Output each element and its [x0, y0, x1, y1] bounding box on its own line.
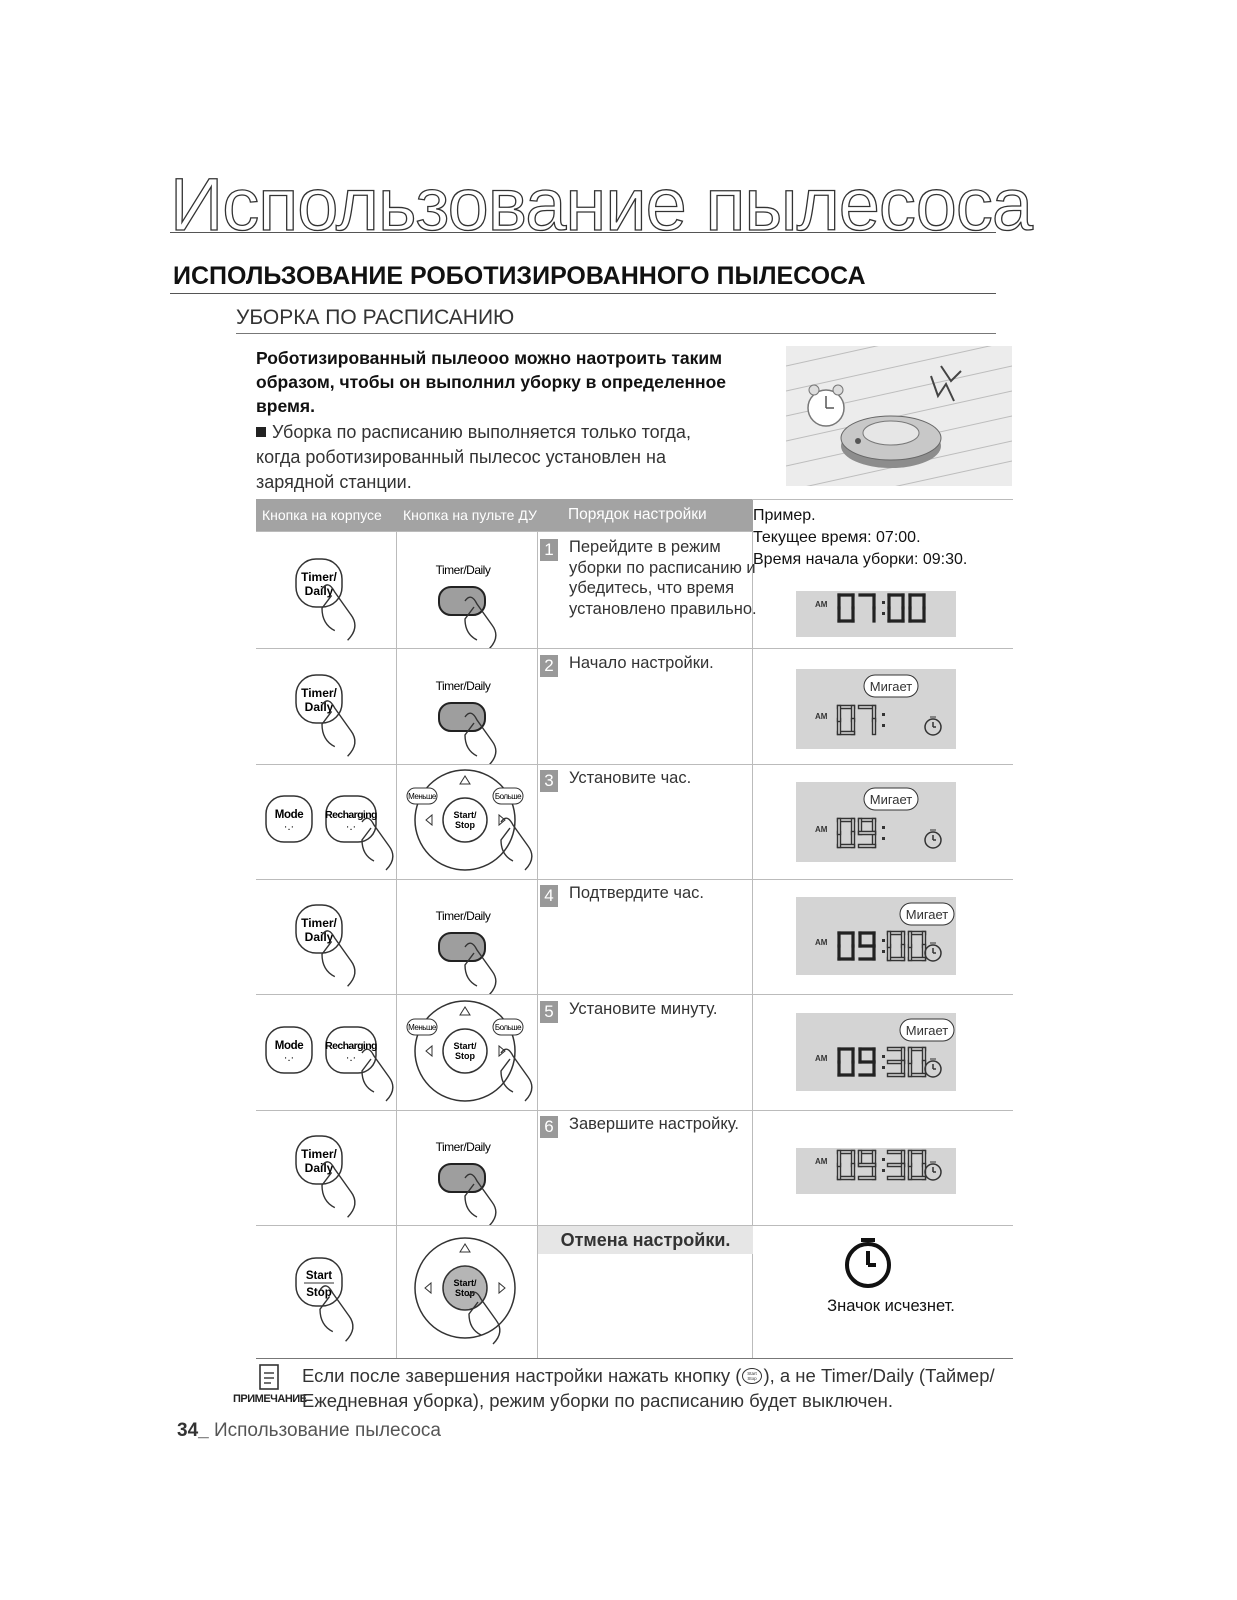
intro-heading: Роботизированный пылеооо можно наотроить таким образом, чтобы он выполнил уборку в определенное время.: [256, 348, 727, 416]
svg-text:Recharging: Recharging: [325, 809, 377, 821]
step-text: Перейдите в режим уборки по расписанию и убедитесь, что время установлено правильно.: [569, 538, 757, 618]
intro-bullet-text: Уборка по расписанию выполняется только тогда, когда роботизированный пылесос установлен на зарядной станции.: [256, 422, 691, 492]
remote-button-cell[interactable]: [397, 1230, 538, 1352]
note-text-part: ), а не Timer/Daily (Таймер/ Ежедневная уборка), режим уборки по расписанию будет выключен.: [302, 1365, 995, 1411]
start-stop-mini-icon: [741, 1367, 763, 1385]
lcd-display: [796, 782, 956, 862]
intro-bullet: [256, 420, 726, 495]
svg-text:Больше: Больше: [494, 1023, 522, 1032]
body-button-cell[interactable]: [256, 877, 397, 999]
step-text: Установите минуту.: [569, 1000, 718, 1018]
divider: [752, 499, 1013, 500]
step-number: 3: [540, 770, 558, 792]
lcd-display: [796, 1013, 956, 1091]
svg-text:Recharging: Recharging: [325, 1040, 377, 1052]
step-number: 6: [540, 1116, 558, 1138]
body-button-cell[interactable]: [256, 647, 397, 769]
step-text: Подтвердите час.: [569, 884, 704, 902]
lcd-display: [796, 897, 956, 975]
svg-text:·.·: ·.·: [283, 1052, 295, 1064]
am-label: AM: [815, 1157, 828, 1166]
svg-text:Start: Start: [305, 1270, 333, 1282]
timer-daily-body-button[interactable]: [256, 877, 397, 994]
daily-label: Daily: [304, 930, 334, 944]
bullet-icon: [256, 427, 266, 437]
page-number: 34_: [177, 1420, 209, 1441]
remote-button-cell[interactable]: [397, 993, 538, 1115]
svg-text:Stop: Stop: [455, 1288, 475, 1298]
subsection-title: УБОРКА ПО РАСПИСАНИЮ: [236, 306, 515, 329]
svg-text:Timer/Daily: Timer/Daily: [435, 563, 491, 577]
timer-daily-remote-button[interactable]: [397, 647, 538, 764]
cancel-label: Отмена настройки.: [538, 1226, 753, 1254]
svg-text:Меньше: Меньше: [408, 792, 436, 801]
svg-text:Stop: Stop: [306, 1287, 332, 1299]
step-text: Начало настройки.: [569, 654, 714, 672]
svg-text:Start/: Start/: [453, 1041, 477, 1051]
remote-button-cell[interactable]: [397, 877, 538, 999]
step-row: [256, 1108, 1013, 1226]
alarm-clock-icon: [808, 385, 844, 426]
svg-text:Мигает: Мигает: [869, 679, 913, 694]
note-label: ПРИМЕЧАНИЕ: [233, 1393, 307, 1405]
step-number: 2: [540, 655, 558, 677]
remote-button-cell[interactable]: [397, 1108, 538, 1230]
timer-icon: [925, 830, 941, 848]
timer-icon: [841, 1236, 895, 1290]
mode-recharging-body-buttons[interactable]: [256, 762, 397, 879]
chapter-title: Использование пылесоса: [170, 163, 1033, 246]
timer-icon: [925, 717, 941, 735]
note-text-part: Если после завершения настройки нажать кнопку (: [302, 1365, 742, 1386]
divider: [236, 333, 996, 334]
body-button-cell[interactable]: [256, 1108, 397, 1230]
blink-bubble: [900, 1019, 954, 1041]
am-label: AM: [815, 1054, 828, 1063]
remote-button-cell[interactable]: [397, 531, 538, 653]
lcd-display: [796, 1148, 956, 1194]
step-row: [256, 531, 1013, 649]
lcd-display: [796, 591, 956, 637]
timer-daily-body-button[interactable]: [256, 647, 397, 764]
timer-icon: [925, 1162, 941, 1180]
svg-text:Stop: Stop: [747, 1376, 758, 1381]
timer-label: Timer/: [301, 1147, 337, 1161]
svg-text:·.·: ·.·: [345, 1052, 357, 1064]
blink-bubble: [900, 903, 954, 925]
daily-label: Daily: [304, 1161, 334, 1175]
timer-label: Timer/: [301, 570, 337, 584]
page-footer: [177, 1420, 441, 1442]
step-row: [256, 647, 1013, 765]
blink-bubble: [864, 788, 918, 810]
svg-text:Start: Start: [747, 1371, 758, 1376]
example-start-time: Время начала уборки: 09:30.: [753, 551, 968, 568]
start-stop-body-button[interactable]: [256, 1230, 397, 1347]
timer-daily-body-button[interactable]: [256, 1108, 397, 1225]
svg-text:Mode: Mode: [274, 809, 304, 821]
remote-dial-buttons[interactable]: [397, 762, 538, 879]
svg-text:Меньше: Меньше: [408, 1023, 436, 1032]
timer-daily-body-button[interactable]: [256, 531, 397, 648]
svg-text:Мигает: Мигает: [905, 1023, 949, 1038]
body-button-cell[interactable]: [256, 1230, 397, 1352]
header-procedure: Порядок настройки: [538, 499, 753, 531]
step-number: 4: [540, 885, 558, 907]
body-button-cell[interactable]: [256, 762, 397, 884]
am-label: AM: [815, 938, 828, 947]
am-label: AM: [815, 712, 828, 721]
timer-icon: [925, 943, 941, 961]
example-current-time: Текущее время: 07:00.: [753, 529, 921, 546]
step-text: Завершите настройку.: [569, 1115, 739, 1133]
timer-label: Timer/: [301, 916, 337, 930]
daily-label: Daily: [304, 584, 334, 598]
svg-text:Timer/Daily: Timer/Daily: [435, 679, 491, 693]
body-button-cell[interactable]: [256, 531, 397, 653]
section-title: ИСПОЛЬЗОВАНИЕ РОБОТИЗИРОВАННОГО ПЫЛЕСОСА: [173, 262, 866, 290]
timer-label: Timer/: [301, 686, 337, 700]
robot-vacuum-illustration: [786, 346, 1012, 486]
svg-text:·.·: ·.·: [345, 821, 357, 833]
blink-bubble: [864, 675, 918, 697]
lcd-display: [796, 669, 956, 749]
footer-text: Использование пылесоса: [208, 1420, 441, 1441]
remote-button-cell[interactable]: [397, 762, 538, 884]
daily-label: Daily: [304, 700, 334, 714]
am-label: AM: [815, 825, 828, 834]
step-number: 1: [540, 539, 558, 561]
step-text: Установите час.: [569, 769, 692, 787]
note-text: [256, 1363, 1016, 1413]
svg-text:Stop: Stop: [455, 820, 475, 830]
remote-button-cell[interactable]: [397, 647, 538, 769]
svg-text:Start/: Start/: [453, 810, 477, 820]
remote-dial-buttons[interactable]: [397, 1230, 538, 1347]
divider: [170, 293, 996, 294]
step-row: [256, 993, 1013, 1111]
svg-text:Stop: Stop: [455, 1051, 475, 1061]
example-title: Пример.: [753, 507, 816, 524]
header-body-button: Кнопка на корпусе: [256, 499, 397, 531]
timer-daily-remote-button[interactable]: [397, 877, 538, 994]
svg-text:Timer/Daily: Timer/Daily: [435, 909, 491, 923]
timer-daily-remote-button[interactable]: [397, 1108, 538, 1225]
timer-daily-remote-button[interactable]: [397, 531, 538, 648]
step-row: [256, 877, 1013, 995]
timer-icon: [925, 1059, 941, 1077]
am-label: AM: [815, 600, 828, 609]
step-row: [256, 762, 1013, 880]
body-button-cell[interactable]: [256, 993, 397, 1115]
remote-dial-buttons[interactable]: [397, 993, 538, 1110]
robot-vacuum-icon: [841, 416, 941, 468]
svg-text:Мигает: Мигает: [905, 907, 949, 922]
svg-text:Больше: Больше: [494, 792, 522, 801]
header-remote-button: Кнопка на пульте ДУ: [397, 499, 538, 531]
svg-text:Mode: Mode: [274, 1040, 304, 1052]
cancel-row: [256, 1224, 1013, 1359]
svg-text:Timer/Daily: Timer/Daily: [435, 1140, 491, 1154]
svg-text:Start/: Start/: [453, 1278, 477, 1288]
mode-recharging-body-buttons[interactable]: [256, 993, 397, 1110]
step-number: 5: [540, 1001, 558, 1023]
icon-vanish-text: Значок исчезнет.: [827, 1297, 955, 1315]
svg-text:Мигает: Мигает: [869, 792, 913, 807]
svg-text:·.·: ·.·: [283, 821, 295, 833]
divider: [170, 232, 996, 233]
